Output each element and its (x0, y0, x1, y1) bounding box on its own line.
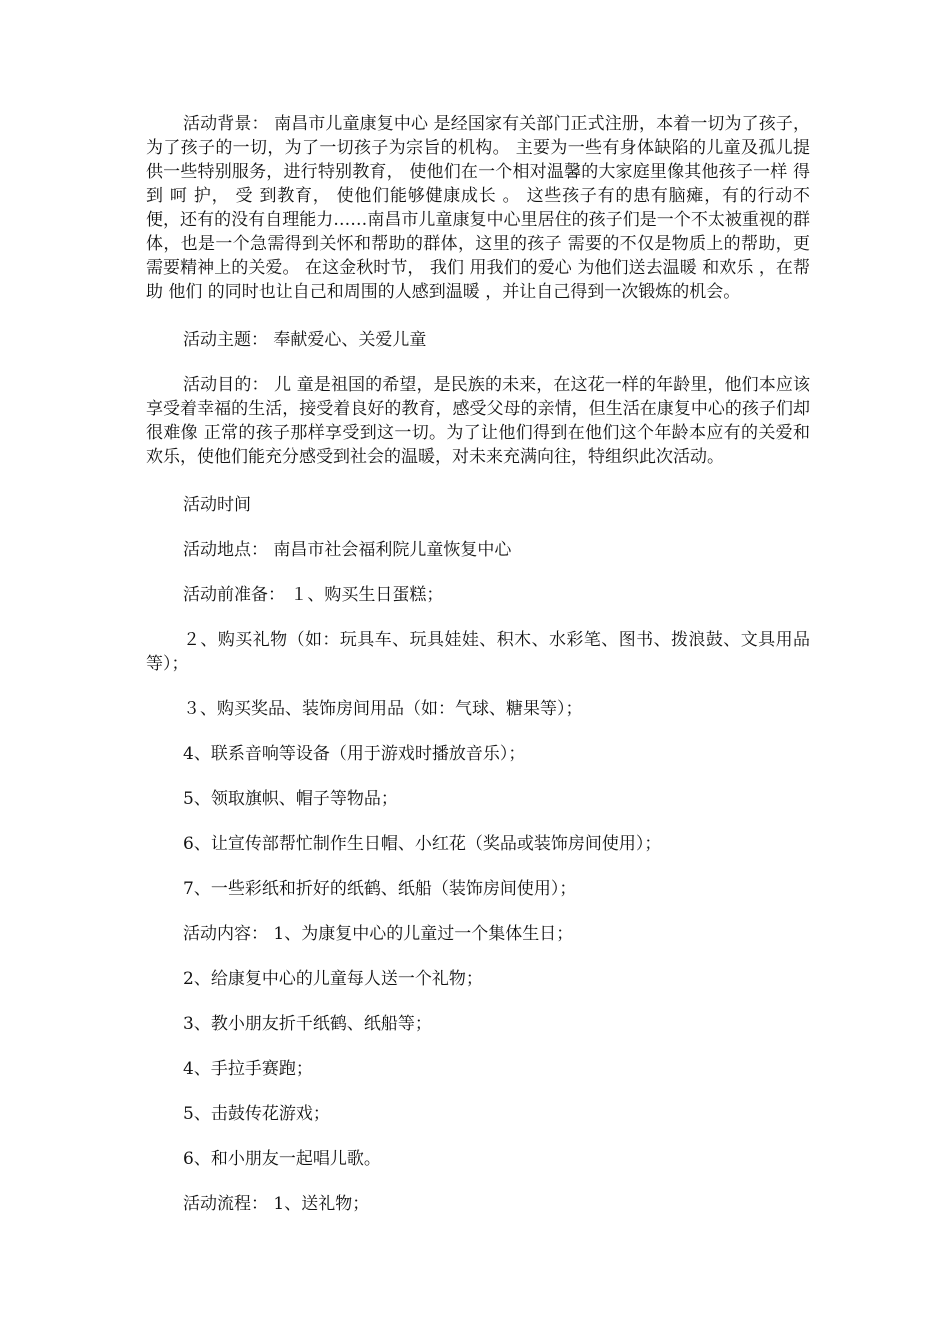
paragraph-location: 活动地点： 南昌市社会福利院儿童恢复中心 (183, 540, 512, 560)
document-body (146, 112, 810, 1237)
paragraph-preparation-3: ３、购买奖品、装饰房间用品（如：气球、糖果等）； (183, 699, 583, 719)
paragraph-content-6: 6、和小朋友一起唱儿歌。 (183, 1149, 381, 1169)
paragraph-preparation-4: 4、联系音响等设备（用于游戏时播放音乐）； (183, 744, 526, 764)
paragraph-purpose: 活动目的： 儿 童是祖国的希望，是民族的未来，在这花一样的年龄里，他们本应该享受着幸福的生活，接受着良好的教育，感受父母的亲情，但生活在康复中心的孩子们却很难像 正常的孩子那样享受到这一切。为了让他们得到在他们这个年龄本应有的关爱和欢乐，使他们能充分感受到社会的温暖，对未来充满向往，特组织此次活动。 (146, 375, 810, 467)
paragraph-content-1: 活动内容： 1、为康复中心的儿童过一个集体生日； (183, 924, 574, 944)
paragraph-content-3: 3、教小朋友折千纸鹤、纸船等； (183, 1014, 432, 1034)
paragraph-theme: 活动主题： 奉献爱心、关爱儿童 (183, 330, 427, 350)
paragraph-preparation-5: 5、领取旗帜、帽子等物品； (183, 789, 398, 809)
paragraph-content-2: 2、给康复中心的儿童每人送一个礼物； (183, 969, 483, 989)
paragraph-background: 活动背景： 南昌市儿童康复中心 是经国家有关部门正式注册，本着一切为了孩子，为了孩子的一切，为了一切孩子为宗旨的机构。 主要为一些有身体缺陷的儿童及孤儿提供一些特别服务，进行特别教育， 使他们在一个相对温馨的大家庭里像其他孩子一样 得 到 呵 护， 受 到教育， 使他们能够健康成长 。 这些孩子有的患有脑瘫，有的行动不便，还有的没有自理能力……南昌市儿童康复中心里居住的孩子们是一个不太被重视的群体，也是一个急需得到关怀和帮助的群体，这里的孩子 需要的不仅是物质上的帮助，更需要精神上的关爱。 在这金秋时节， 我们 用我们的爱心 为他们送去温暖 和欢乐 ，在帮助 他们 的同时也让自己和周围的人感到温暖 ，并让自己得到一次锻炼的机会。 (146, 114, 810, 302)
paragraph-content-4: 4、手拉手赛跑； (183, 1059, 313, 1079)
paragraph-time: 活动时间 (183, 495, 251, 515)
paragraph-preparation-1: 活动前准备： １、购买生日蛋糕； (183, 585, 444, 605)
paragraph-preparation-2: ２、购买礼物（如：玩具车、玩具娃娃、积木、水彩笔、图书、拨浪鼓、文具用品等）； (146, 630, 810, 674)
paragraph-preparation-6: 6、让宣传部帮忙制作生日帽、小红花（奖品或装饰房间使用）； (183, 834, 662, 854)
paragraph-process-1: 活动流程： 1、送礼物； (183, 1194, 370, 1214)
paragraph-preparation-7: 7、一些彩纸和折好的纸鹤、纸船（装饰房间使用）； (183, 879, 577, 899)
paragraph-content-5: 5、击鼓传花游戏； (183, 1104, 330, 1124)
